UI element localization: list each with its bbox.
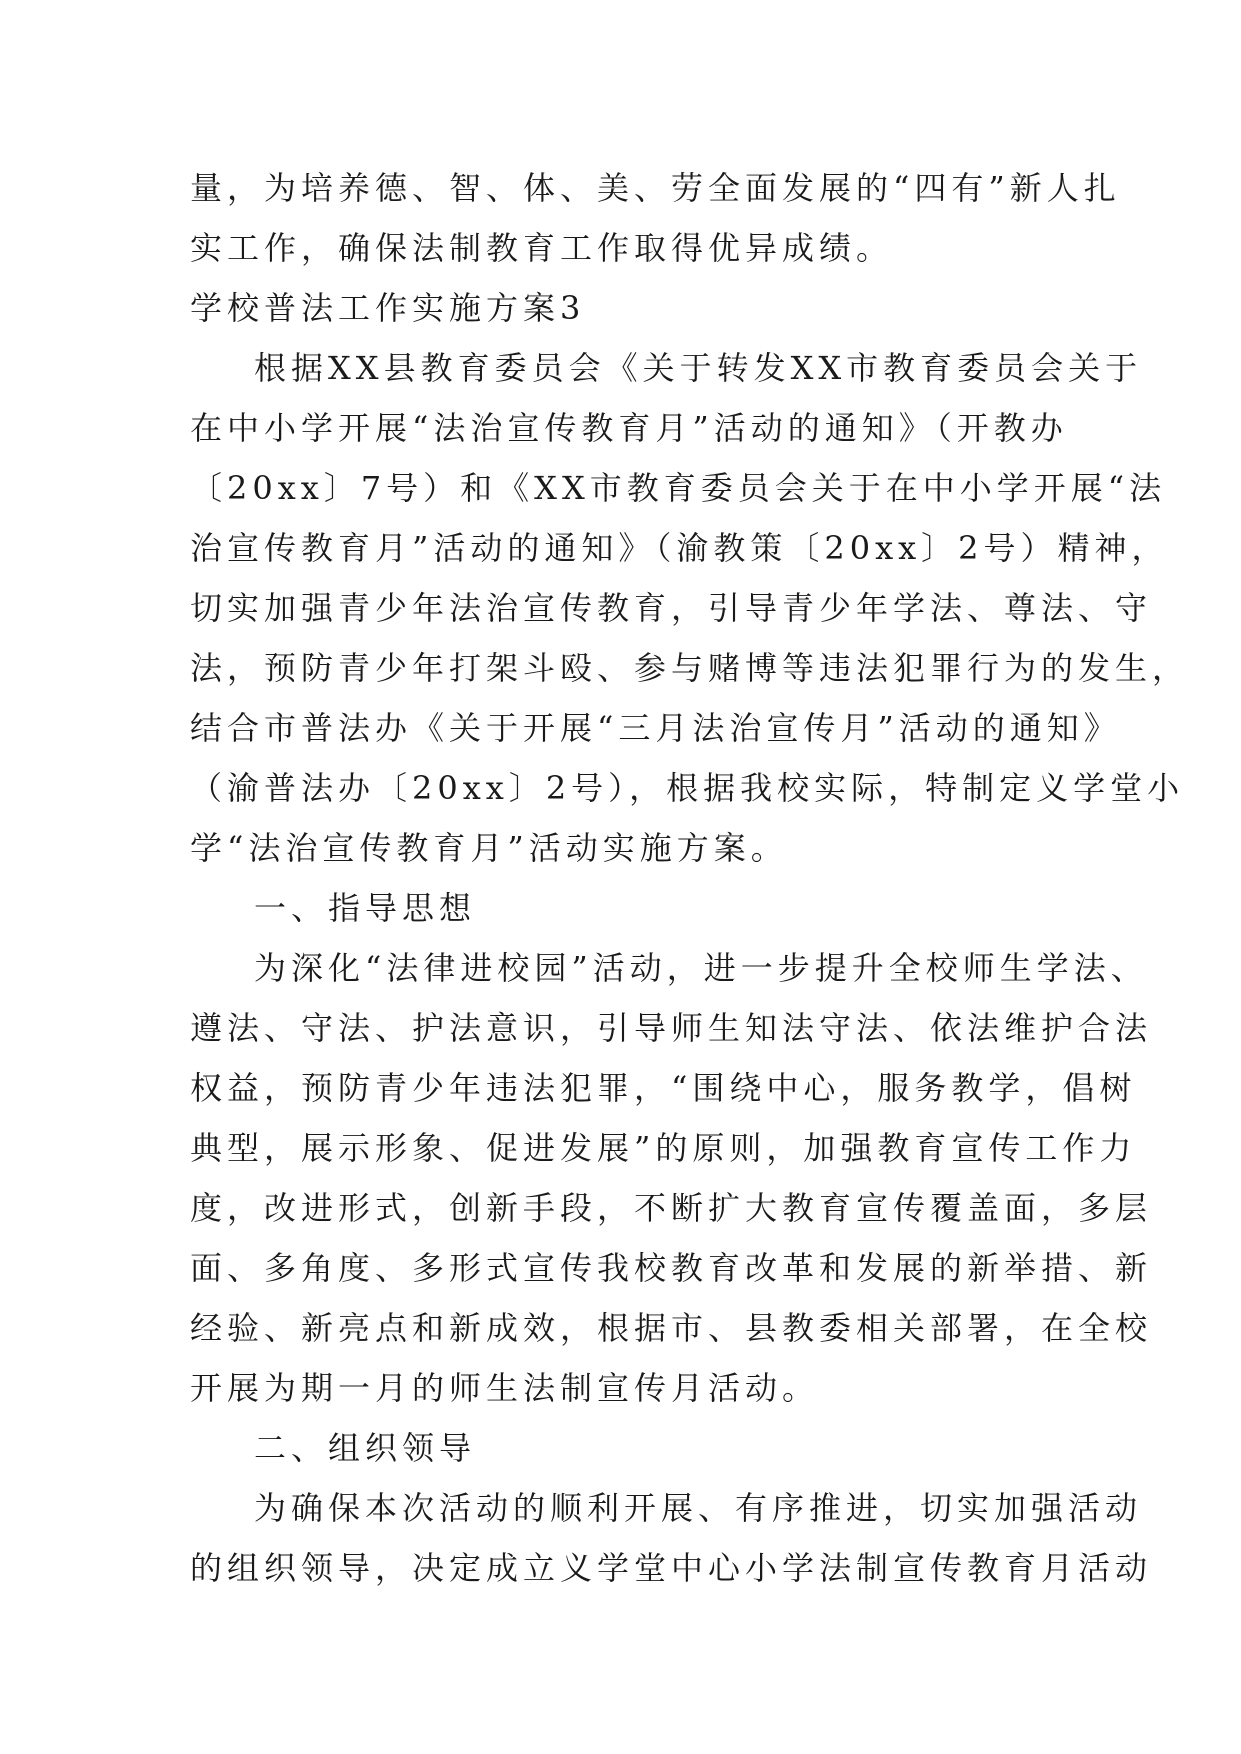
text-line: 开展为期一月的师生法制宣传月活动。 xyxy=(190,1369,820,1407)
text-line: 在中小学开展“法治宣传教育月”活动的通知》（开教办 xyxy=(190,409,1068,447)
heading-organization-leadership: 二、组织领导 xyxy=(254,1429,477,1467)
text-line: 治宣传教育月”活动的通知》（渝教策〔20xx〕2号）精神， xyxy=(190,529,1169,567)
text-line: 实工作，确保法制教育工作取得优异成绩。 xyxy=(190,229,894,267)
text-line: 〔20xx〕7号）和《XX市教育委员会关于在中小学开展“法 xyxy=(190,469,1167,507)
heading-guiding-ideology: 一、指导思想 xyxy=(254,889,477,927)
text-line: 的组织领导，决定成立义学堂中心小学法制宣传教育月活动 xyxy=(190,1549,1153,1587)
text-line: 量，为培养德、智、体、美、劳全面发展的“四有”新人扎 xyxy=(190,169,1121,207)
text-line: 典型，展示形象、促进发展”的原则，加强教育宣传工作力 xyxy=(190,1129,1137,1167)
text-line: 度，改进形式，创新手段，不断扩大教育宣传覆盖面，多层 xyxy=(190,1189,1153,1227)
text-line: 结合市普法办《关于开展“三月法治宣传月”活动的通知》 xyxy=(190,709,1121,747)
text-line: 经验、新亮点和新成效，根据市、县教委相关部署，在全校 xyxy=(190,1309,1153,1347)
text-line: 为确保本次活动的顺利开展、有序推进，切实加强活动 xyxy=(254,1489,1143,1527)
text-line: 法，预防青少年打架斗殴、参与赌博等违法犯罪行为的发生， xyxy=(190,649,1190,687)
text-line: 面、多角度、多形式宣传我校教育改革和发展的新举措、新 xyxy=(190,1249,1153,1287)
text-line: 根据XX县教育委员会《关于转发XX市教育委员会关于 xyxy=(254,349,1143,387)
text-line: 为深化“法律进校园”活动，进一步提升全校师生学法、 xyxy=(254,949,1148,987)
section-title: 学校普法工作实施方案3 xyxy=(190,289,586,327)
text-line: （渝普法办〔20xx〕2号），根据我校实际，特制定义学堂小 xyxy=(190,769,1185,807)
text-line: 遵法、守法、护法意识，引导师生知法守法、依法维护合法 xyxy=(190,1009,1153,1047)
text-line: 切实加强青少年法治宣传教育，引导青少年学法、尊法、守 xyxy=(190,589,1153,627)
text-line: 学“法治宣传教育月”活动实施方案。 xyxy=(190,829,788,867)
document-body xyxy=(190,158,1190,1598)
text-line: 权益，预防青少年违法犯罪，“围绕中心，服务教学，倡树 xyxy=(190,1069,1137,1107)
